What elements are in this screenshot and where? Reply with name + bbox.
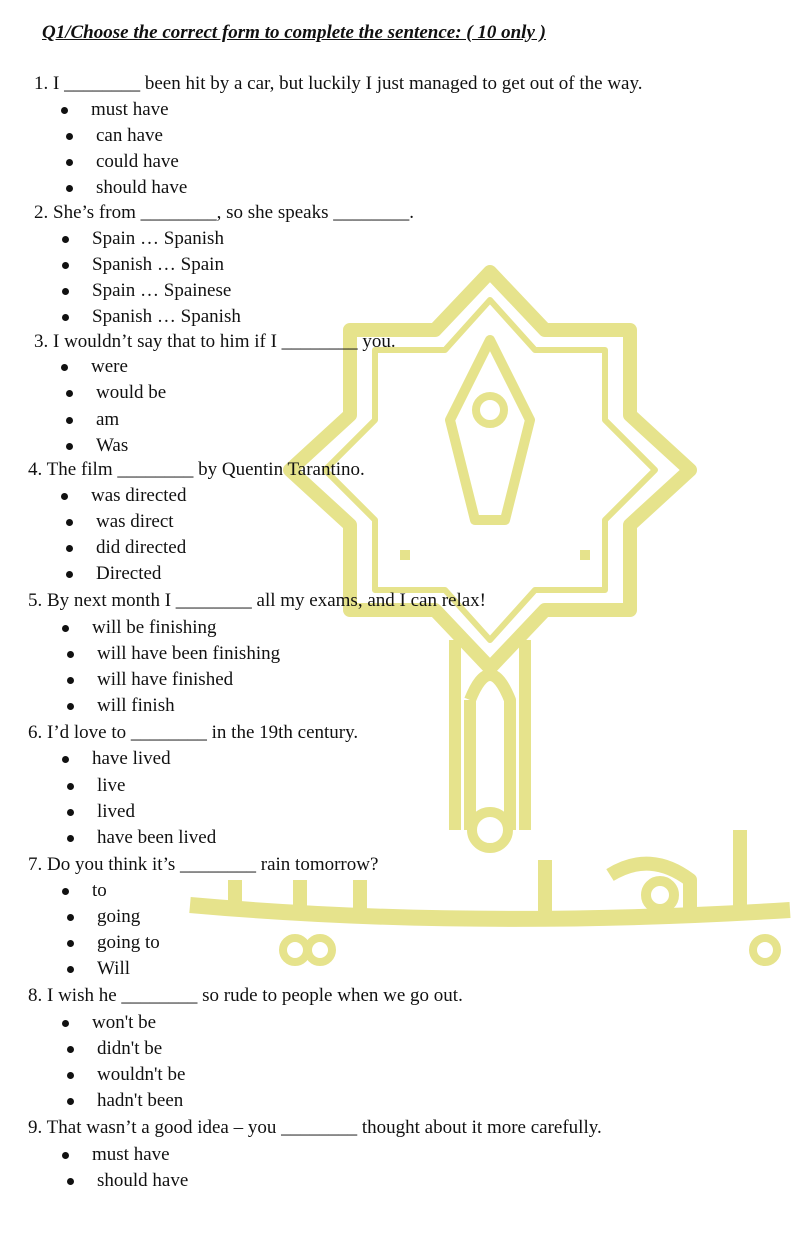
bullet-icon bbox=[67, 783, 74, 790]
bullet-icon bbox=[61, 107, 68, 114]
question-text: 6. I’d love to ________ in the 19th century. bbox=[28, 722, 359, 743]
bullet-icon bbox=[62, 236, 69, 243]
bullet-icon bbox=[66, 390, 73, 397]
answer-option: was direct bbox=[96, 511, 174, 533]
answer-option: live bbox=[97, 775, 126, 797]
answer-option: Spanish … Spanish bbox=[92, 306, 241, 328]
answer-option: would be bbox=[96, 382, 166, 404]
bullet-icon bbox=[66, 545, 73, 552]
answer-option: have been lived bbox=[97, 827, 216, 849]
bullet-icon bbox=[66, 133, 73, 140]
bullet-icon bbox=[62, 1020, 69, 1027]
question-text: 8. I wish he ________ so rude to people when we go out. bbox=[28, 985, 463, 1006]
answer-option: Spanish … Spain bbox=[92, 254, 224, 276]
bullet-icon bbox=[67, 1098, 74, 1105]
bullet-icon bbox=[62, 1152, 69, 1159]
answer-option: going bbox=[97, 906, 140, 928]
bullet-icon bbox=[67, 1178, 74, 1185]
answer-option: should have bbox=[96, 177, 187, 199]
bullet-icon bbox=[62, 262, 69, 269]
answer-option: going to bbox=[97, 932, 160, 954]
answer-option: Directed bbox=[96, 563, 161, 585]
bullet-icon bbox=[67, 966, 74, 973]
bullet-icon bbox=[67, 703, 74, 710]
answer-option: lived bbox=[97, 801, 135, 823]
page-title: Q1/Choose the correct form to complete the sentence: ( 10 only ) bbox=[42, 22, 546, 43]
bullet-icon bbox=[67, 651, 74, 658]
question-text: 5. By next month I ________ all my exams, and I can relax! bbox=[28, 590, 487, 611]
bullet-icon bbox=[62, 625, 69, 632]
answer-option: will finish bbox=[97, 695, 175, 717]
bullet-icon bbox=[67, 835, 74, 842]
answer-option: should have bbox=[97, 1170, 188, 1192]
answer-option: was directed bbox=[91, 485, 186, 507]
answer-option: could have bbox=[96, 151, 179, 173]
answer-option: didn't be bbox=[97, 1038, 162, 1060]
answer-option: hadn't been bbox=[97, 1090, 183, 1112]
bullet-icon bbox=[67, 677, 74, 684]
answer-option: will have finished bbox=[97, 669, 233, 691]
bullet-icon bbox=[67, 914, 74, 921]
question-text: 4. The film ________ by Quentin Tarantino. bbox=[28, 459, 365, 480]
bullet-icon bbox=[67, 1072, 74, 1079]
answer-option: were bbox=[91, 356, 128, 378]
answer-option: am bbox=[96, 409, 119, 431]
bullet-icon bbox=[62, 756, 69, 763]
question-text: 2. She’s from ________, so she speaks ________. bbox=[34, 202, 414, 223]
bullet-icon bbox=[62, 314, 69, 321]
answer-option: Spain … Spainese bbox=[92, 280, 231, 302]
bullet-icon bbox=[66, 571, 73, 578]
answer-option: have lived bbox=[92, 748, 171, 770]
question-text: 7. Do you think it’s ________ rain tomorrow? bbox=[28, 854, 379, 875]
answer-option: Will bbox=[97, 958, 130, 980]
answer-option: will have been finishing bbox=[97, 643, 280, 665]
bullet-icon bbox=[66, 185, 73, 192]
bullet-icon bbox=[66, 519, 73, 526]
answer-option: won't be bbox=[92, 1012, 156, 1034]
answer-option: Was bbox=[96, 435, 128, 457]
answer-option: can have bbox=[96, 125, 163, 147]
answer-option: did directed bbox=[96, 537, 186, 559]
bullet-icon bbox=[66, 443, 73, 450]
answer-option: Spain … Spanish bbox=[92, 228, 224, 250]
bullet-icon bbox=[66, 417, 73, 424]
bullet-icon bbox=[67, 1046, 74, 1053]
bullet-icon bbox=[61, 493, 68, 500]
bullet-icon bbox=[62, 288, 69, 295]
answer-option: wouldn't be bbox=[97, 1064, 185, 1086]
question-text: 1. I ________ been hit by a car, but luckily I just managed to get out of the way. bbox=[34, 73, 643, 94]
bullet-icon bbox=[62, 888, 69, 895]
answer-option: to bbox=[92, 880, 107, 902]
answer-option: must have bbox=[91, 99, 169, 121]
bullet-icon bbox=[66, 159, 73, 166]
question-text: 9. That wasn’t a good idea – you ________ thought about it more carefully. bbox=[28, 1117, 602, 1138]
bullet-icon bbox=[67, 809, 74, 816]
bullet-icon bbox=[61, 364, 68, 371]
question-text: 3. I wouldn’t say that to him if I ________ you. bbox=[34, 331, 396, 352]
answer-option: must have bbox=[92, 1144, 170, 1166]
bullet-icon bbox=[67, 940, 74, 947]
answer-option: will be finishing bbox=[92, 617, 217, 639]
